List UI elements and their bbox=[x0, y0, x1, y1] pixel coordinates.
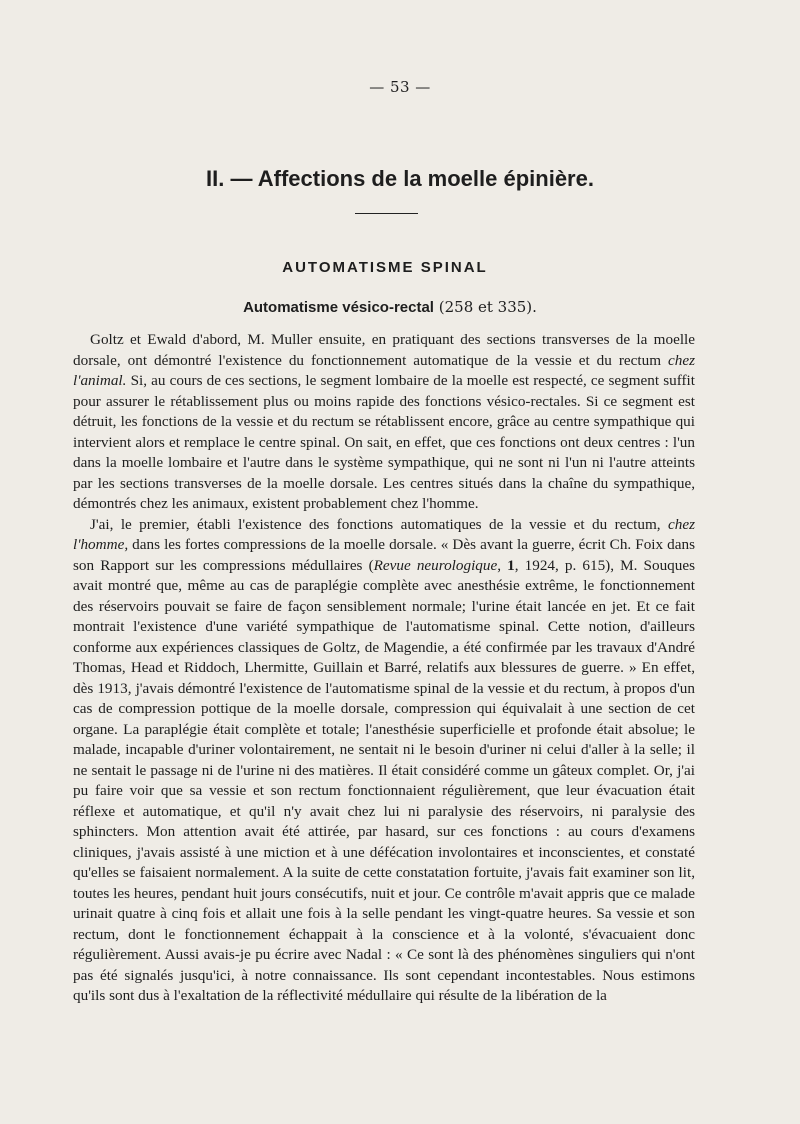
body-text bbox=[73, 330, 695, 1007]
paragraph-1-italic: chez l'animal. bbox=[73, 351, 695, 389]
paragraph-2-text-a: J'ai, le premier, établi l'existence des fonctions automatiques de la vessie et du rectum, bbox=[90, 515, 668, 533]
paragraph-2-italic: chez l'homme, bbox=[73, 515, 695, 553]
paragraph-2-text-d: , 1924, p. 615), M. Souques avait montré que, même au cas de paraplégie complète avec anesthésie extrême, le fonctionnement des réservoirs pouvait se faire de façon sensiblement normale; l'urine était lancée en jet. Et ce fait montrait l'existence d'une variété sympathique de l'automatisme spinal. Cette notion, d'ailleurs conforme aux expériences classiques de Goltz, de Magendie, a été confirmée par les travaux d'André Thomas, Head et Riddoch, Lhermitte, Guillain et Barré, relatifs aux blessures de guerre. » En effet, dès 1913, j'avais démontré l'existence de l'automatisme spinal de la vessie et du rectum, à propos d'un cas de compression pottique de la moelle dorsale, compression qui équivalait à une section de cet organe. La paraplégie était complète et totale; l'anesthésie superficielle et profonde était absolue; le malade, incapable d'uriner volontairement, ne sentait ni le besoin d'uriner ni celui d'aller à la selle; il ne sentait le passage ni de l'urine ni des matières. Il était considéré comme un gâteux complet. Or, j'ai pu faire voir que sa vessie et son rectum fonctionnaient régulièrement, que leur évacuation était réflexe et automatique, et qu'il n'y avait chez lui ni paralysie des réservoirs, ni paralysie des sphincters. Mon attention avait été attirée, par hasard, sur ces fonctions : au cours d'examens cliniques, j'avais assisté à une miction et à une défécation involontaires et inconscientes, et constaté qu'elles se faisaient normalement. A la suite de cette constatation fortuite, j'avais fait examiner son lit, toutes les heures, pendant huit jours consécutifs, nuit et jour. Ce contrôle m'avait appris que ce malade urinait quatre à cinq fois et allait une fois à la selle pendant les vingt-quatre heures. Sa vessie et son rectum, dont le fonctionnement échappait à la conscience et à la volonté, s'évacuaient donc régulièrement. Aussi avais-je pu écrire avec Nadal : « Ce sont là des phénomènes singuliers qui n'ont pas été signalés jusqu'ici, à notre connaissance. Ils sont cependant incontestables. Nous estimons qu'ils sont dus à l'exaltation de la réflectivité médullaire qui résulte de la libération de la bbox=[73, 556, 695, 1004]
section-title: AUTOMATISME SPINAL bbox=[282, 259, 488, 276]
paragraph-1-text-a: Goltz et Ewald d'abord, M. Muller ensuite, en pratiquant des sections transverses de la moelle dorsale, ont démontré l'existence du fonctionnement automatique de la vessie et du rectum bbox=[73, 331, 695, 369]
subsection-reference: (258 et 335). bbox=[438, 298, 537, 316]
chapter-title: II. — Affections de la moelle épinière. bbox=[206, 166, 594, 191]
subsection-heading bbox=[0, 298, 780, 316]
journal-volume: 1 bbox=[507, 556, 515, 574]
title-divider bbox=[355, 213, 418, 214]
paragraph-1 bbox=[73, 330, 695, 515]
paragraph-1-text-b: Si, au cours de ces sections, le segment lombaire de la moelle est respecté, ce segment suffit pour assurer le rétablissement plus ou moins rapide des fonctions vésico-rectales. Si ce segment est détruit, les fonctions de la vessie et du rectum se rétablissent encore, grâce au centre sympathique qui intervient alors et remplace le centre spinal. On sait, en effet, que ces fonctions ont deux centres : l'un dans la moelle lombaire et l'autre dans le système sympathique, qui ne sont ni l'un ni l'autre atteints par les sections transverses de la moelle dorsale. Les centres situés dans la chaîne du sympathique, démontrés chez les animaux, existent probablement chez l'homme. bbox=[73, 372, 695, 512]
journal-title: Revue neurologique bbox=[373, 556, 498, 574]
paragraph-2-text-c: , bbox=[497, 556, 508, 574]
page-number: — 53 — bbox=[369, 78, 431, 96]
paragraph-2-text-b: dans les fortes compressions de la moelle dorsale. « Dès avant la guerre, écrit Ch. Foix dans son Rapport sur les compressions médullaires ( bbox=[73, 536, 695, 574]
paragraph-2 bbox=[73, 515, 695, 1007]
subsection-title: Automatisme vésico-rectal bbox=[243, 299, 434, 316]
